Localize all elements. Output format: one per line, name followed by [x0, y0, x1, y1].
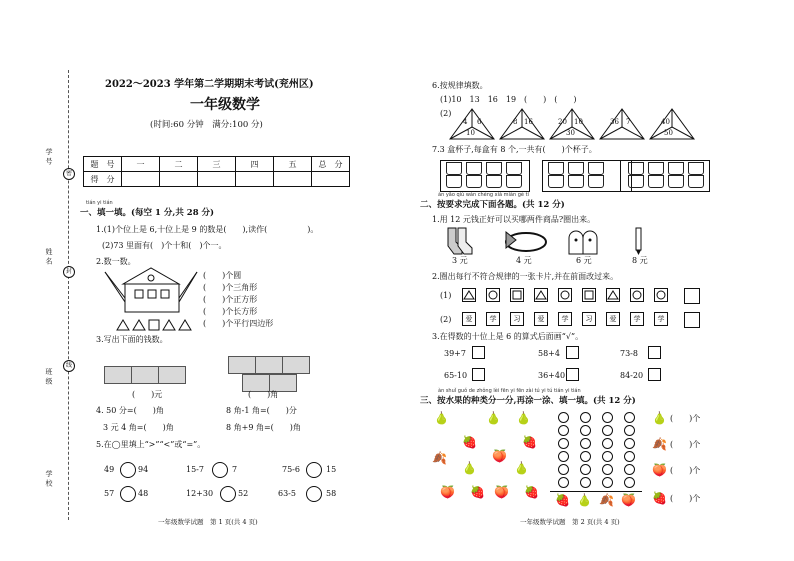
pattern-card[interactable]: [462, 288, 476, 302]
price-hairband: 4 元: [516, 256, 532, 265]
fruit-count-answer: ( )个: [670, 440, 701, 449]
compare-circle[interactable]: [120, 486, 136, 502]
compare-right: 15: [326, 465, 337, 474]
q3-title: 3.写出下面的钱数。: [96, 335, 168, 344]
pear-icon: 🍐: [462, 461, 477, 475]
tally-circle[interactable]: [624, 451, 635, 462]
tri-value: 10: [466, 129, 475, 137]
peach-icon: 🍑: [621, 493, 636, 507]
pattern-card[interactable]: [486, 288, 500, 302]
pear-icon: 🍐: [516, 411, 531, 425]
peach-icon: 🍑: [492, 449, 507, 463]
mittens-icon: [566, 226, 600, 256]
q6-part1: (1)10 13 16 19 ( ) ( ): [440, 95, 577, 104]
score-row-label: 得 分: [84, 172, 122, 187]
row-label-1: (1): [440, 291, 452, 300]
sec2-pinyin: àn yāo qiú wán chéng xià miàn gè tí: [438, 192, 529, 198]
money-answer-yuan: ( )元: [132, 390, 163, 399]
q4-item: 8 角-1 角=( )分: [226, 406, 297, 415]
compare-right: 7: [232, 465, 238, 474]
money-answer-jiao: ( )角: [248, 390, 279, 399]
tally-circle[interactable]: [558, 425, 569, 436]
score-cell[interactable]: [198, 172, 236, 187]
cup-icon: [668, 175, 684, 188]
cup-icon: [506, 175, 522, 188]
banknote-image: [131, 366, 159, 384]
q2-2-title: 2.圈出每行不符合规律的一张卡片,并在前面改过来。: [432, 272, 619, 281]
score-cell[interactable]: [312, 172, 350, 187]
tally-circle[interactable]: [580, 477, 591, 488]
seal-feng: 封: [63, 266, 75, 278]
tri-value: 20: [558, 118, 567, 126]
cup-icon: [568, 175, 584, 188]
cup-icon: [568, 162, 584, 175]
q5-title: 5.在◯里填上“>”“<”或“=”。: [96, 440, 206, 449]
pattern-card[interactable]: 学: [558, 312, 572, 326]
banknote-image: [228, 356, 256, 374]
compare-left: 63-5: [278, 489, 296, 498]
tally-circle[interactable]: [624, 425, 635, 436]
score-header: 总 分: [312, 157, 350, 172]
pear-icon: 🍐: [514, 461, 529, 475]
q4-item: 8 角+9 角=( )角: [226, 423, 301, 432]
strawberry-icon: 🍓: [522, 435, 537, 449]
leaf-icon: 🍂: [599, 493, 614, 507]
compare-circle[interactable]: [306, 486, 322, 502]
tally-circle[interactable]: [602, 438, 613, 449]
tally-circle[interactable]: [580, 425, 591, 436]
tally-circle[interactable]: [580, 464, 591, 475]
tally-circle[interactable]: [602, 477, 613, 488]
tri-value: 36: [610, 118, 619, 126]
score-cell[interactable]: [122, 172, 160, 187]
q7-title: 7.3 盒杯子,每盒有 8 个,一共有( )个杯子。: [432, 145, 597, 154]
score-header: 一: [122, 157, 160, 172]
calc-expression: 84-20: [620, 371, 644, 380]
seal-xian: 线: [63, 360, 75, 372]
compare-left: 15-7: [186, 465, 204, 474]
pear-icon: 🍐: [577, 493, 592, 507]
strawberry-icon: 🍓: [470, 485, 485, 499]
q4-item: 3 元 4 角=( )角: [103, 423, 174, 432]
pattern-card[interactable]: [606, 288, 620, 302]
tally-circle[interactable]: [580, 412, 591, 423]
pear-icon: 🍐: [652, 411, 667, 425]
tri-value: 4: [463, 118, 468, 126]
calc-expression: 65-10: [444, 371, 468, 380]
pear-icon: 🍐: [486, 411, 501, 425]
calc-expression: 39+7: [444, 349, 466, 358]
price-pencil: 8 元: [632, 256, 648, 265]
pencil-icon: [632, 226, 646, 256]
cup-icon: [548, 162, 564, 175]
score-header: 四: [236, 157, 274, 172]
tally-circle[interactable]: [602, 464, 613, 475]
check-box[interactable]: [648, 346, 661, 359]
tally-circle[interactable]: [624, 412, 635, 423]
cup-icon: [688, 175, 704, 188]
q2-title: 2.数一数。: [96, 257, 136, 266]
tally-circle[interactable]: [602, 412, 613, 423]
cup-icon: [446, 175, 462, 188]
q2-1-title: 1.用 12 元钱正好可以买哪两件商品?圈出来。: [432, 215, 596, 224]
cup-icon: [628, 162, 644, 175]
exam-meta: (时间:60 分钟 满分:100 分): [150, 120, 263, 130]
cup-icon: [688, 162, 704, 175]
correction-box[interactable]: [684, 288, 700, 304]
pattern-card[interactable]: 学: [486, 312, 500, 326]
sec1-pinyin: tián yi tián: [86, 200, 113, 206]
baseline: [550, 491, 642, 492]
side-label-name: 姓 名: [45, 248, 53, 265]
tally-circle[interactable]: [580, 438, 591, 449]
side-label-school: 学 校: [45, 470, 53, 487]
q6-part2: (2): [440, 109, 452, 118]
compare-circle[interactable]: [220, 486, 236, 502]
shape-answer-rectangle: ( )个长方形: [203, 307, 258, 316]
pattern-card[interactable]: [582, 288, 596, 302]
score-header: 题 号: [84, 157, 122, 172]
shape-answer-triangle: ( )个三角形: [203, 283, 258, 292]
footer-page-1: 一年级数学试题 第 1 页(共 4 页): [158, 518, 258, 526]
tally-circle[interactable]: [558, 451, 569, 462]
tri-value: 50: [664, 129, 673, 137]
check-box[interactable]: [472, 368, 485, 381]
pattern-card[interactable]: 学: [630, 312, 644, 326]
cup-icon: [506, 162, 522, 175]
section-1-heading: 一、填一填。(每空 1 分,共 28 分): [80, 208, 215, 218]
compare-left: 12+30: [186, 489, 214, 498]
fruit-count-answer: ( )个: [670, 494, 701, 503]
banknote-image: [282, 356, 310, 374]
compare-right: 58: [326, 489, 337, 498]
score-table: [83, 156, 350, 187]
q4-item: 4. 50 分=( )角: [96, 406, 164, 415]
pattern-card[interactable]: 爱: [462, 312, 476, 326]
sec3-pinyin: àn shuǐ guǒ de zhǒng lèi fēn yi fēn zài tú yi tú tián yi tián: [438, 388, 581, 394]
tri-value: 6: [477, 118, 482, 126]
score-header: 三: [198, 157, 236, 172]
side-label-class: 班 级: [45, 368, 53, 385]
pattern-card[interactable]: 爱: [606, 312, 620, 326]
q6-title: 6.按规律填数。: [432, 81, 488, 90]
pear-icon: 🍐: [434, 411, 449, 425]
shape-answer-square: ( )个正方形: [203, 295, 258, 304]
binding-line: [68, 70, 69, 520]
exam-subject: 一年级数学: [190, 97, 260, 113]
cup-icon: [648, 175, 664, 188]
score-cell[interactable]: [274, 172, 312, 187]
tally-circle[interactable]: [580, 451, 591, 462]
pattern-card[interactable]: [654, 288, 668, 302]
calc-expression: 73-8: [620, 349, 638, 358]
cup-icon: [628, 175, 644, 188]
section-2-heading: 二、按要求完成下面各题。(共 12 分): [420, 200, 565, 210]
tally-circle[interactable]: [558, 464, 569, 475]
pattern-card[interactable]: [510, 288, 524, 302]
cup-icon: [668, 162, 684, 175]
tally-circle[interactable]: [558, 412, 569, 423]
tri-value: 30: [566, 129, 575, 137]
correction-box[interactable]: [684, 312, 700, 328]
score-header: 二: [160, 157, 198, 172]
tri-value: 40: [661, 118, 670, 126]
tally-circle[interactable]: [602, 425, 613, 436]
compare-right: 48: [138, 489, 149, 498]
calc-expression: 58+4: [538, 349, 560, 358]
strawberry-icon: 🍓: [652, 491, 667, 505]
q2-3-title: 3.在得数的十位上是 6 的算式后面画“√”。: [432, 332, 584, 341]
leaf-icon: 🍂: [432, 451, 447, 465]
tri-value: 7: [626, 118, 631, 126]
cup-icon: [548, 175, 564, 188]
check-box[interactable]: [648, 368, 661, 381]
tri-value: 8: [513, 118, 518, 126]
score-header: 五: [274, 157, 312, 172]
cup-icon: [486, 175, 502, 188]
banknote-image: [158, 366, 186, 384]
price-socks: 3 元: [452, 256, 468, 265]
tally-circle[interactable]: [602, 451, 613, 462]
tri-value: 16: [524, 118, 533, 126]
cup-icon: [466, 175, 482, 188]
check-box[interactable]: [566, 368, 579, 381]
pattern-card[interactable]: 习: [510, 312, 524, 326]
fruit-count-answer: ( )个: [670, 414, 701, 423]
banknote-image: [104, 366, 132, 384]
peach-icon: 🍑: [440, 485, 455, 499]
strawberry-icon: 🍓: [462, 435, 477, 449]
compare-circle[interactable]: [306, 462, 322, 478]
pattern-card[interactable]: [558, 288, 572, 302]
shape-answer-parallelogram: ( )个平行四边形: [203, 319, 274, 328]
compare-right: 94: [138, 465, 149, 474]
strawberry-icon: 🍓: [555, 493, 570, 507]
compare-circle[interactable]: [120, 462, 136, 478]
pattern-card[interactable]: 习: [582, 312, 596, 326]
side-label-student-no: 学 号: [45, 148, 53, 165]
peach-icon: 🍑: [652, 463, 667, 477]
footer-page-2: 一年级数学试题 第 2 页(共 4 页): [520, 518, 620, 526]
seal-mi: 密: [63, 168, 75, 180]
pattern-card[interactable]: [534, 288, 548, 302]
row-label-2: (2): [440, 315, 452, 324]
section-3-heading: 三、按水果的种类分一分,再涂一涂、填一填。(共 12 分): [420, 396, 636, 406]
q1-part1: 1.(1)个位上是 6,十位上是 9 的数是( ),读作( )。: [96, 225, 319, 234]
pattern-card[interactable]: 爱: [534, 312, 548, 326]
cup-icon: [588, 162, 604, 175]
leaf-icon: 🍂: [652, 437, 667, 451]
compare-left: 75-6: [282, 465, 300, 474]
shape-answer-circle: ( )个圆: [203, 271, 242, 280]
cup-icon: [486, 162, 502, 175]
compare-left: 57: [104, 489, 115, 498]
check-box[interactable]: [566, 346, 579, 359]
strawberry-icon: 🍓: [524, 485, 539, 499]
score-cell[interactable]: [160, 172, 198, 187]
exam-title: 2022～2023 学年第二学期期末考试(兖州区): [105, 79, 314, 90]
hairband-icon: [500, 228, 548, 252]
q1-part2: (2)73 里面有( )个十和( )个一。: [102, 241, 227, 250]
price-mittens: 6 元: [576, 256, 592, 265]
tally-circle[interactable]: [624, 477, 635, 488]
check-box[interactable]: [472, 346, 485, 359]
calc-expression: 36+40: [538, 371, 566, 380]
socks-icon: [444, 226, 474, 256]
tally-circle[interactable]: [624, 464, 635, 475]
cup-icon: [466, 162, 482, 175]
tally-circle[interactable]: [558, 477, 569, 488]
score-cell[interactable]: [236, 172, 274, 187]
cup-icon: [648, 162, 664, 175]
compare-circle[interactable]: [212, 462, 228, 478]
pattern-card[interactable]: 学: [654, 312, 668, 326]
tri-value: 10: [574, 118, 583, 126]
banknote-image: [255, 356, 283, 374]
tally-circle[interactable]: [558, 438, 569, 449]
peach-icon: 🍑: [494, 485, 509, 499]
tally-circle[interactable]: [624, 438, 635, 449]
cup-icon: [588, 175, 604, 188]
shape-figure: [103, 266, 198, 334]
fruit-count-answer: ( )个: [670, 466, 701, 475]
cup-icon: [446, 162, 462, 175]
compare-left: 49: [104, 465, 115, 474]
compare-right: 52: [238, 489, 249, 498]
pattern-card[interactable]: [630, 288, 644, 302]
